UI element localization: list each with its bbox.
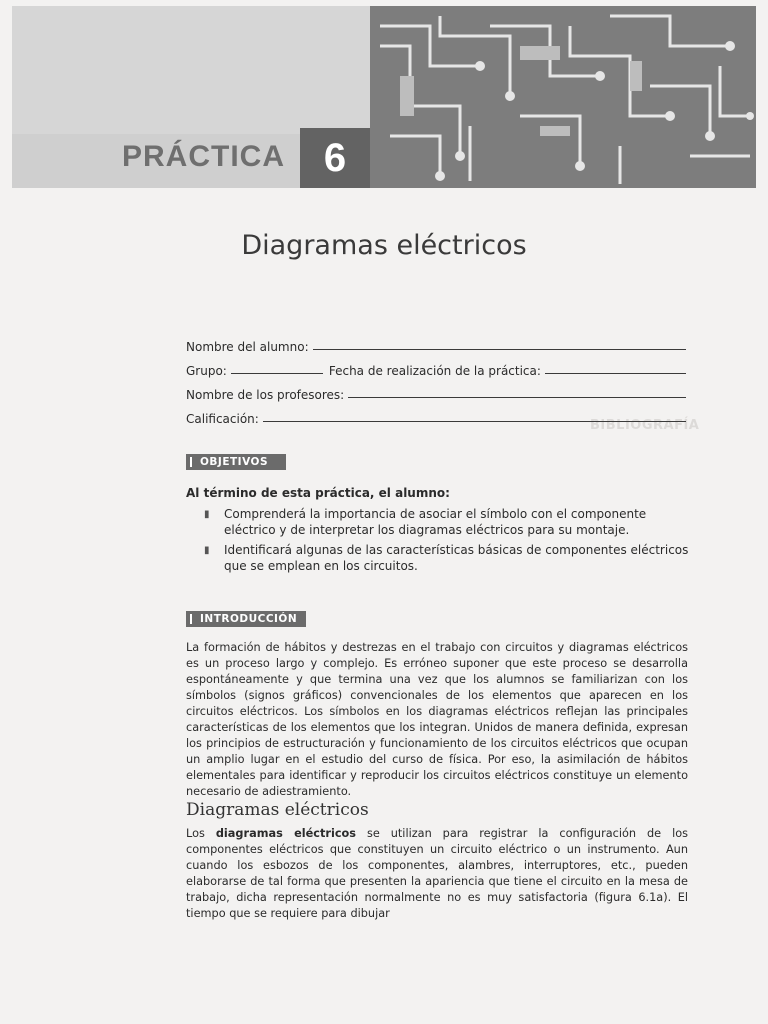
- list-item: [204, 542, 694, 574]
- list-item-text: Identificará algunas de las características básicas de componentes eléctricos que se emplean en los circuitos.: [224, 543, 689, 573]
- page-title: Diagramas eléctricos: [241, 230, 527, 261]
- introduction-heading-text: INTRODUCCIÓN: [200, 613, 298, 625]
- practice-label: PRÁCTICA: [122, 140, 285, 173]
- fill-line[interactable]: [231, 373, 323, 374]
- objectives-list: [204, 506, 694, 578]
- fill-line[interactable]: [545, 373, 686, 374]
- paragraph-body: se utilizan para registrar la configuración de los componentes eléctricos que constituyen un circuito eléctrico o un instrumento. Aun cuando los esbozos de los componentes, alambres, interruptores, etc., pueden elaborarse de tal forma que presenten la apariencia que tiene el circuito en la mesa de trabajo, dicha representación normalmente no es muy satisfactoria (figura 6.1a). El tiempo que se requiere para dibujar: [186, 827, 689, 920]
- circuit-board-image: [370, 6, 756, 188]
- list-item: [204, 506, 694, 538]
- heading-bar: [190, 457, 192, 467]
- bleed-through-text: BIBLIOGRAFÍA: [590, 418, 700, 433]
- field-label: Nombre de los profesores:: [186, 388, 345, 402]
- form-row-professors: [186, 378, 686, 402]
- objectives-lead: Al término de esta práctica, el alumno:: [186, 486, 450, 500]
- paragraph-bold-term: diagramas eléctricos: [215, 827, 357, 840]
- practice-number: 6: [323, 135, 347, 180]
- objectives-heading-text: OBJETIVOS: [200, 456, 269, 468]
- list-item-text: Comprenderá la importancia de asociar el símbolo con el componente eléctrico y de interpretar los diagramas eléctricos para su montaje.: [224, 507, 647, 537]
- circuit-board-icon: [370, 6, 756, 188]
- field-label: Grupo:: [186, 364, 227, 378]
- fill-line[interactable]: [348, 397, 686, 398]
- fill-line[interactable]: [313, 349, 686, 350]
- form-row-student-name: [186, 330, 686, 354]
- section-subtitle: Diagramas eléctricos: [186, 800, 369, 820]
- diagrams-paragraph: [186, 826, 688, 922]
- introduction-paragraph: La formación de hábitos y destrezas en el trabajo con circuitos y diagramas eléctricos es un proceso largo y complejo. Es erróneo suponer que este proceso se desarrolla espontáneamente y que termina una vez que los alumnos se familiarizan con los símbolos (signos gráficos) convencionales de los elementos que aparecen en los circuitos eléctricos. Los símbolos en los diagramas eléctricos reflejan las principales características de los elementos que los integran. Unidos de manera definida, expresan los principios de estructuración y funcionamiento de los circuitos eléctricos que ocupan un amplio lugar en el estudio del curso de física. Por eso, la asimilación de hábitos elementales para identificar y reproducir los circuitos eléctricos constituye un elemento necesario de adiestramiento.: [186, 641, 688, 798]
- heading-bar: [190, 614, 192, 624]
- form-row-group-date: [186, 354, 686, 378]
- introduction-heading: [186, 611, 306, 627]
- paragraph-lead: Los: [186, 827, 216, 840]
- form-row-grade: [186, 402, 686, 426]
- bullet-icon: ▮: [204, 509, 210, 520]
- practice-number-box: [300, 128, 370, 188]
- field-label: Nombre del alumno:: [186, 340, 309, 354]
- bullet-icon: ▮: [204, 545, 210, 556]
- objectives-heading: [186, 454, 286, 470]
- field-label: Fecha de realización de la práctica:: [328, 364, 541, 378]
- student-form: [186, 330, 686, 426]
- title-area: [0, 188, 768, 278]
- field-label: Calificación:: [186, 412, 259, 426]
- fill-line[interactable]: [263, 421, 686, 422]
